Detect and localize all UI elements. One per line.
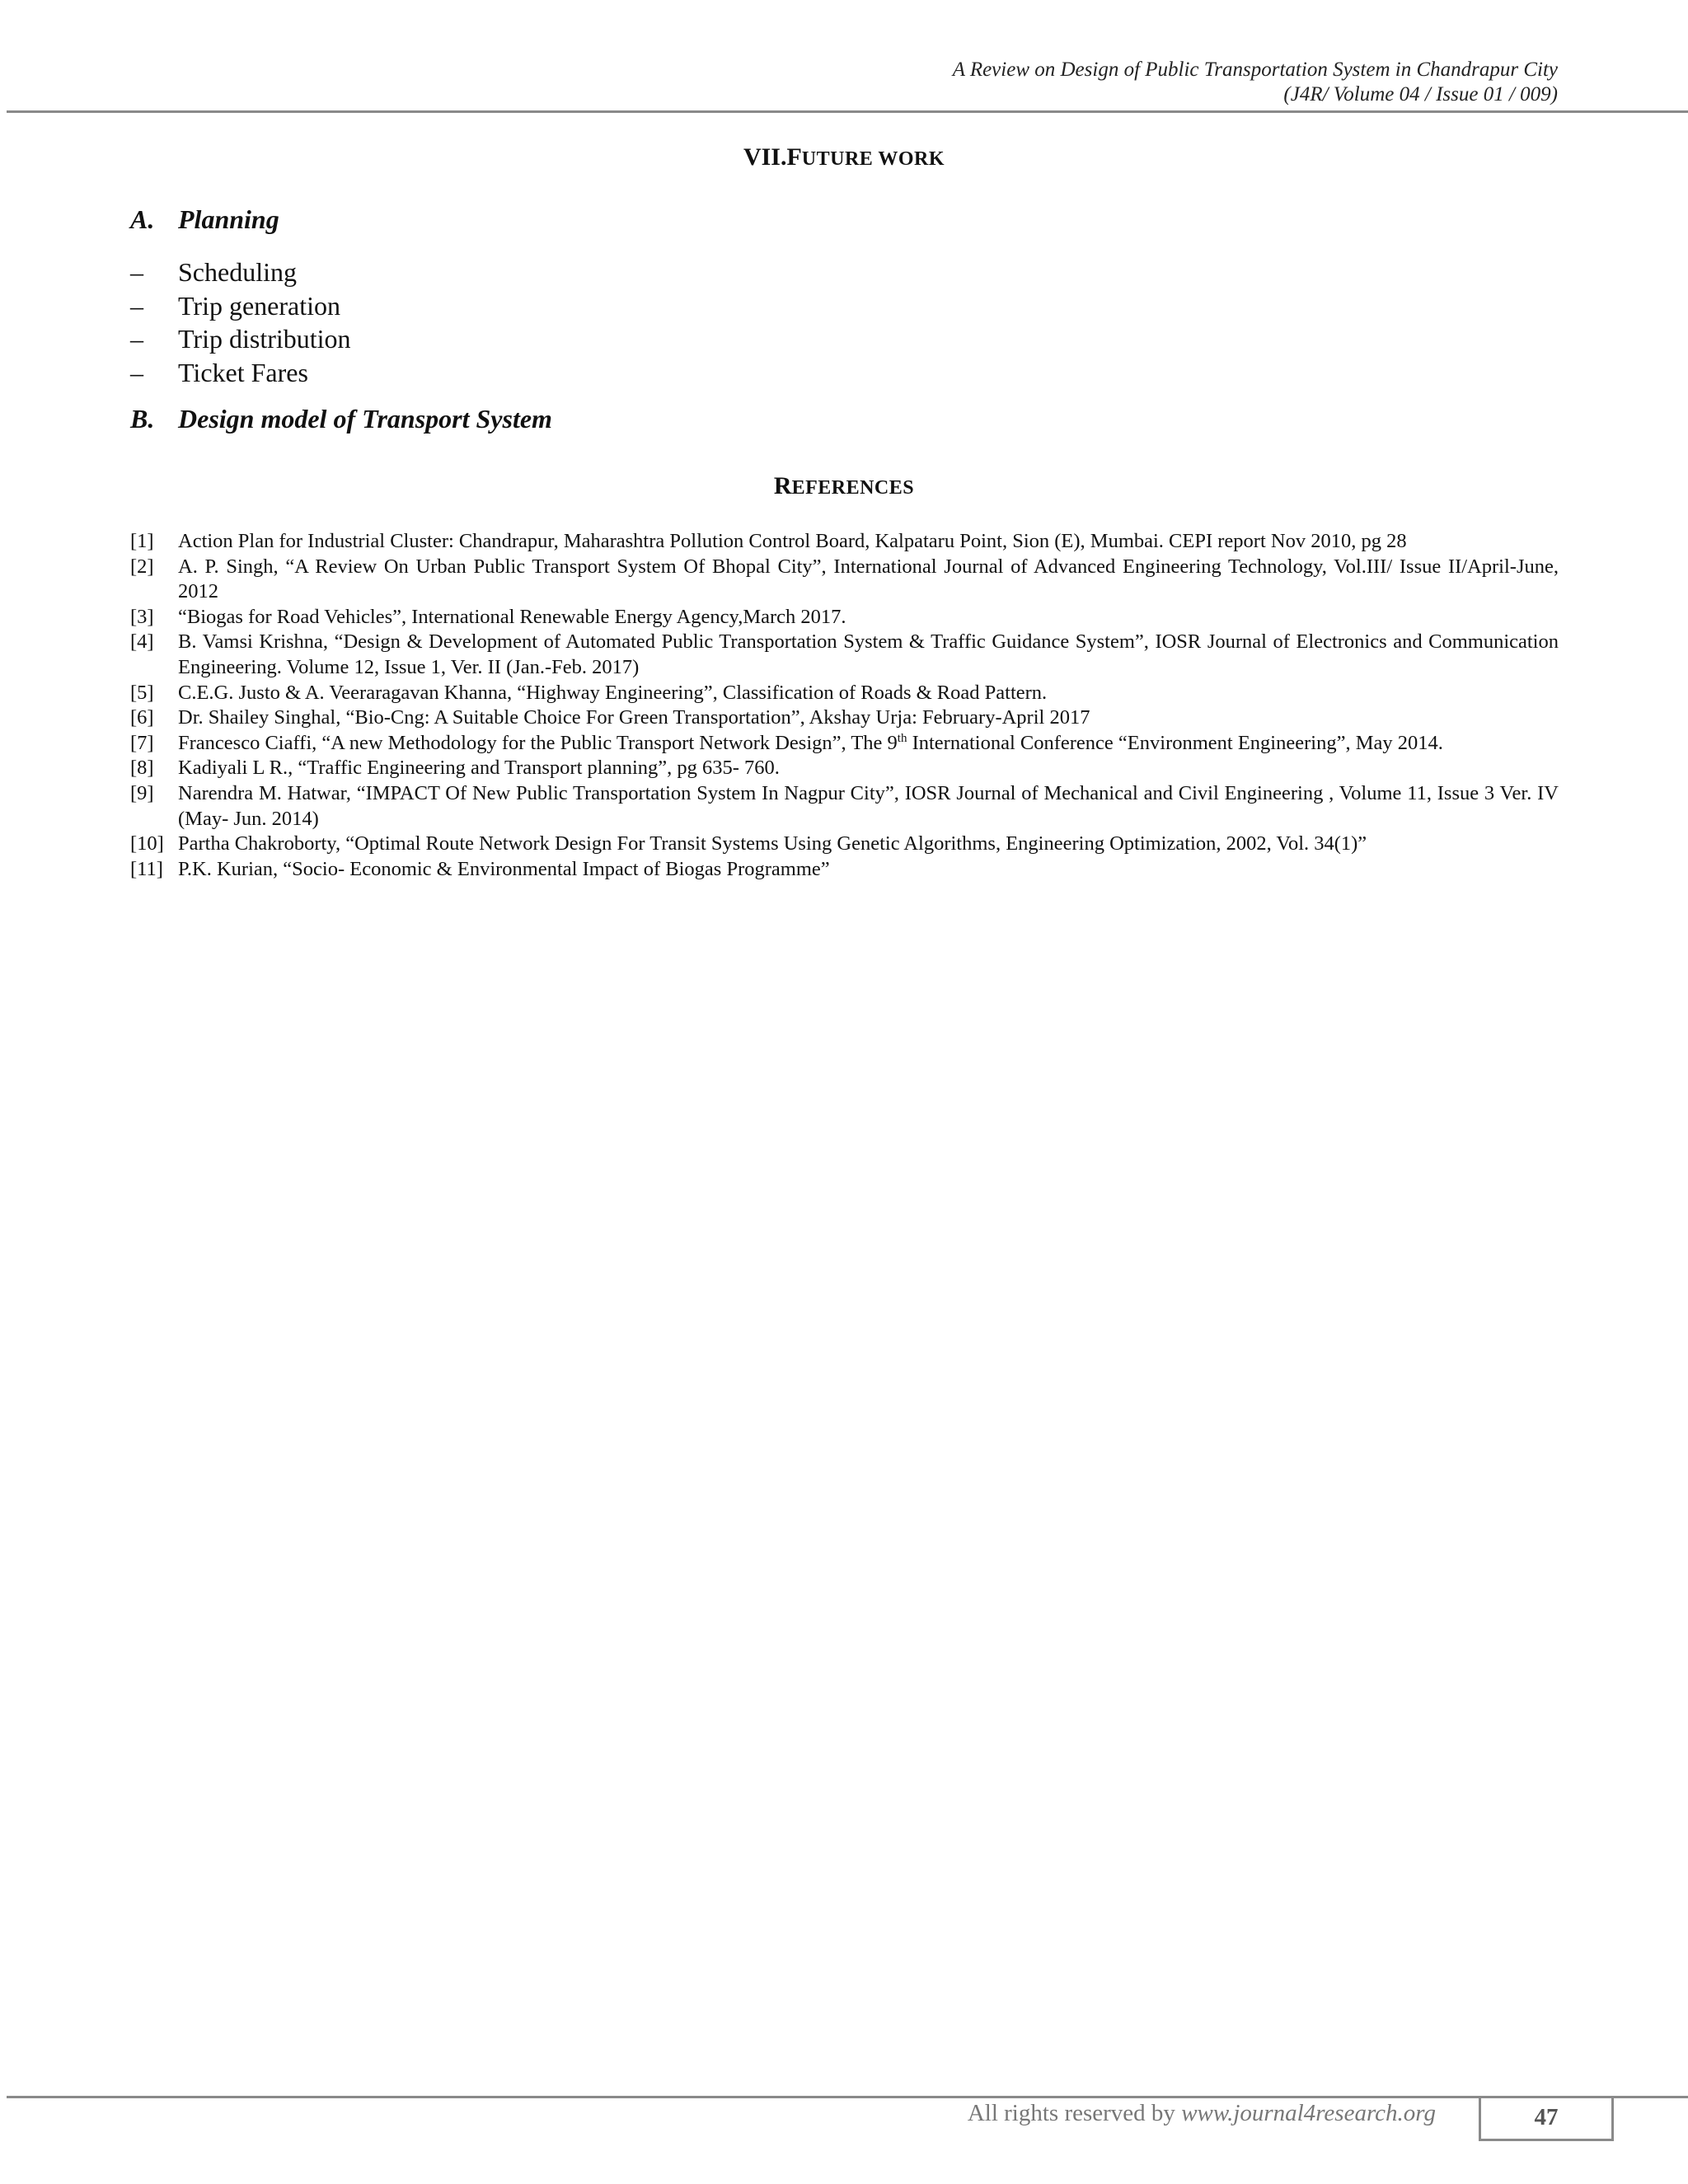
list-item bbox=[130, 322, 351, 356]
reference-number: [4] bbox=[130, 630, 154, 654]
reference-text bbox=[178, 731, 1559, 757]
subsection-title: Planning bbox=[178, 204, 279, 234]
subsection-title: Design model of Transport System bbox=[178, 404, 552, 434]
list-item bbox=[130, 289, 351, 323]
list-item-text: Ticket Fares bbox=[178, 357, 308, 387]
bullet-marker: – bbox=[130, 357, 143, 387]
page-number: 47 bbox=[1479, 2096, 1614, 2141]
section-title-future-work bbox=[0, 143, 1688, 171]
subsection-label: B. bbox=[130, 404, 155, 434]
reference-item bbox=[130, 731, 1559, 757]
list-item-text: Trip distribution bbox=[178, 324, 351, 354]
reference-text: B. Vamsi Krishna, “Design & Development of Automated Public Transportation System & Traffic Guidance System”, IOSR Journal of Electronics and Communication Engineering. Volume 12, Issue 1, Ver. II (Jan.-Feb. 2017) bbox=[178, 630, 1559, 678]
reference-text-part: Francesco Ciaffi, “A new Methodology for the Public Transport Network Design”, The 9 bbox=[178, 731, 898, 754]
list-item-text: Scheduling bbox=[178, 257, 297, 287]
reference-text: A. P. Singh, “A Review On Urban Public Transport System Of Bhopal City”, International Journal of Advanced Engineering Technology, Vol.III/ Issue II/April-June, 2012 bbox=[178, 555, 1559, 603]
section-title-rest: UTURE WORK bbox=[801, 148, 945, 170]
footer-rule bbox=[7, 2096, 1688, 2098]
reference-number: [2] bbox=[130, 555, 154, 578]
reference-text: P.K. Kurian, “Socio- Economic & Environmental Impact of Biogas Programme” bbox=[178, 857, 830, 880]
header-title: A Review on Design of Public Transportation System in Chandrapur City bbox=[952, 59, 1558, 81]
reference-text: Kadiyali L R., “Traffic Engineering and Transport planning”, pg 635- 760. bbox=[178, 757, 780, 780]
reference-text: Partha Chakroborty, “Optimal Route Network Design For Transit Systems Using Genetic Algorithms, Engineering Optimization, 2002, Vol. 34(1)” bbox=[178, 832, 1367, 855]
reference-text: Dr. Shailey Singhal, “Bio-Cng: A Suitable Choice For Green Transportation”, Akshay Urja: February-April 2017 bbox=[178, 706, 1090, 729]
reference-text: Narendra M. Hatwar, “IMPACT Of New Public Transportation System In Nagpur City”, IOSR Journal of Mechanical and Civil Engineering , Volume 11, Issue 3 Ver. IV (May- Jun. 2014) bbox=[178, 781, 1559, 830]
list-item-text: Trip generation bbox=[178, 290, 341, 321]
header-issue: (J4R/ Volume 04 / Issue 01 / 009) bbox=[1283, 83, 1558, 105]
bullet-marker: – bbox=[130, 324, 143, 354]
reference-number: [1] bbox=[130, 530, 154, 552]
reference-item bbox=[130, 705, 1559, 731]
reference-number: [3] bbox=[130, 605, 154, 628]
section-number: VII. bbox=[743, 143, 787, 171]
planning-bullet-list bbox=[130, 255, 351, 389]
reference-text: C.E.G. Justo & A. Veeraragavan Khanna, “Highway Engineering”, Classification of Roads & Road Pattern. bbox=[178, 681, 1048, 704]
reference-number: [5] bbox=[130, 681, 154, 704]
ordinal-superscript: th bbox=[897, 731, 907, 745]
reference-item bbox=[130, 555, 1559, 605]
reference-text-part: International Conference “Environment Engineering”, May 2014. bbox=[907, 731, 1443, 754]
bullet-marker: – bbox=[130, 257, 143, 287]
reference-number: [7] bbox=[130, 731, 154, 754]
reference-item bbox=[130, 756, 1559, 781]
reference-number: [11] bbox=[130, 857, 163, 880]
reference-list bbox=[130, 529, 1559, 882]
bullet-marker: – bbox=[130, 290, 143, 321]
footer-url[interactable]: www.journal4research.org bbox=[1181, 2100, 1436, 2126]
reference-number: [9] bbox=[130, 781, 154, 804]
subsection-planning bbox=[130, 204, 279, 235]
section-title-initial: R bbox=[773, 472, 792, 499]
running-header bbox=[953, 58, 1558, 107]
reference-number: [8] bbox=[130, 757, 154, 780]
list-item bbox=[130, 356, 351, 390]
footer-rights-text: All rights reserved by bbox=[967, 2100, 1182, 2126]
reference-item bbox=[130, 832, 1559, 857]
reference-number: [6] bbox=[130, 706, 154, 729]
reference-item bbox=[130, 605, 1559, 630]
reference-text: Action Plan for Industrial Cluster: Chandrapur, Maharashtra Pollution Control Board, Kalpataru Point, Sion (E), Mumbai. CEPI report Nov 2010, pg 28 bbox=[178, 530, 1407, 552]
section-title-rest: EFERENCES bbox=[791, 477, 915, 499]
reference-text: “Biogas for Road Vehicles”, International Renewable Energy Agency,March 2017. bbox=[178, 605, 846, 628]
reference-item bbox=[130, 630, 1559, 680]
header-rule bbox=[7, 110, 1688, 113]
reference-number: [10] bbox=[130, 832, 164, 855]
subsection-label: A. bbox=[130, 204, 155, 234]
subsection-design-model bbox=[130, 404, 552, 434]
list-item bbox=[130, 255, 351, 289]
reference-item bbox=[130, 781, 1559, 832]
footer-rights bbox=[968, 2100, 1436, 2127]
section-title-references bbox=[0, 472, 1688, 500]
reference-item bbox=[130, 529, 1559, 555]
reference-item bbox=[130, 681, 1559, 706]
reference-item bbox=[130, 857, 1559, 883]
section-title-initial: F bbox=[786, 143, 802, 171]
